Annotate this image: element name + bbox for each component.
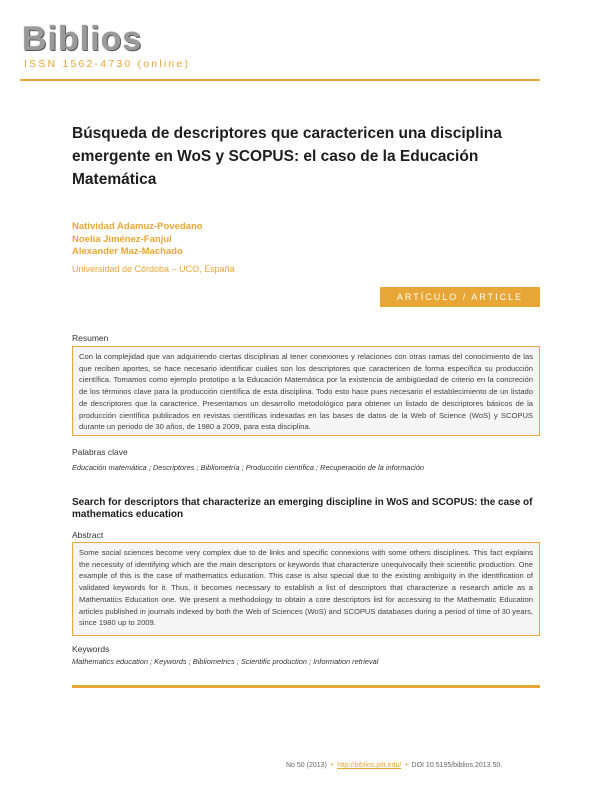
journal-url-link[interactable]: http://biblios.pitt.edu/ (337, 762, 402, 769)
author-affiliation: Universidad de Córdoba – UCO, España (72, 264, 235, 274)
english-title: Search for descriptors that characterize an emerging discipline in WoS and SCOPUS: the case of mathematics education (72, 497, 533, 520)
abstract-heading: Abstract (72, 530, 104, 540)
palabras-clave-list: Educación matemática ; Descriptores ; Bibliometría ; Producción científica ; Recuperación de la información (72, 463, 425, 472)
footer-divider (72, 685, 540, 688)
header-divider (20, 79, 540, 81)
author-list (72, 221, 203, 259)
author-name: Natividad Adamuz-Povedano (72, 221, 203, 232)
journal-logo: Biblios (22, 20, 143, 58)
doi: DOI 10.5195/biblios.2013.50. (411, 762, 503, 769)
keywords-list: Mathematics education ; Keywords ; Bibliometrics ; Scientific production ; Information retrieval (72, 657, 379, 666)
abstract-box (72, 542, 540, 636)
journal-issn: ISSN 1562-4730 (online) (24, 58, 191, 70)
resumen-text: Con la complejidad que van adquiriendo ciertas disciplinas al tener conexiones y relaciones con otras ramas del conocimiento de las que reciben aportes, se hace necesario identificar cuáles son los descriptores que caractericen de forma específica su producción científica. Tomamos como ejemplo prototipo a la Educación Matemática por la existencia de ambigüedad de criterio en la concreción de los términos clave para la producción científica de esta disciplina. Todo esto hace pues necesario el establecimiento de un listado de descriptores que la caracterice. Presentamos un desarrollo metodológico para obtener un listado de descriptores básicos de la producción científica publicados en revistas científicas indexadas en las bases de datos de la Web of Science (WoS) y SCOPUS durante un periodo de 30 años, de 1980 a 2009, para esta disciplina. (79, 352, 533, 432)
abstract-text: Some social sciences become very complex due to de links and specific connexions with some others disciplines. This fact explains the necessity of identifying which are the main descriptors or keywords that characterize unequivocally their scientific production. One example of this is the case of mathematics education. This case is also special due to the existing ambiguity in the identification of validated keywords for it. Thus, it becomes necessary to establish a list of descriptors that characterize a research article as a Mathematics Education one. We present a methodology to obtain a core descriptors list for accessing to the Mathematic Education articles published in journals indexed by both the Web of Sciences (WoS) and SCOPUS databases during a period of time of 30 years, since 1980 up to 2009. (79, 548, 533, 628)
footer-separator: • (405, 762, 408, 769)
keywords-heading: Keywords (72, 644, 110, 654)
article-type-badge: ARTÍCULO / ARTICLE (380, 287, 540, 307)
resumen-box (72, 346, 540, 436)
footer-line (286, 762, 502, 769)
palabras-clave-heading: Palabras clave (72, 447, 128, 457)
author-name: Noelia Jiménez-Fanjul (72, 233, 172, 245)
footer-separator: • (330, 762, 334, 769)
issue-number: No 50 (2013) (286, 762, 327, 769)
author-name: Alexander Maz-Machado (72, 246, 183, 257)
article-title: Búsqueda de descriptores que caractericen una disciplina emergente en WoS y SCOPUS: el caso de la Educación Matemática (72, 125, 502, 188)
resumen-heading: Resumen (72, 333, 109, 343)
